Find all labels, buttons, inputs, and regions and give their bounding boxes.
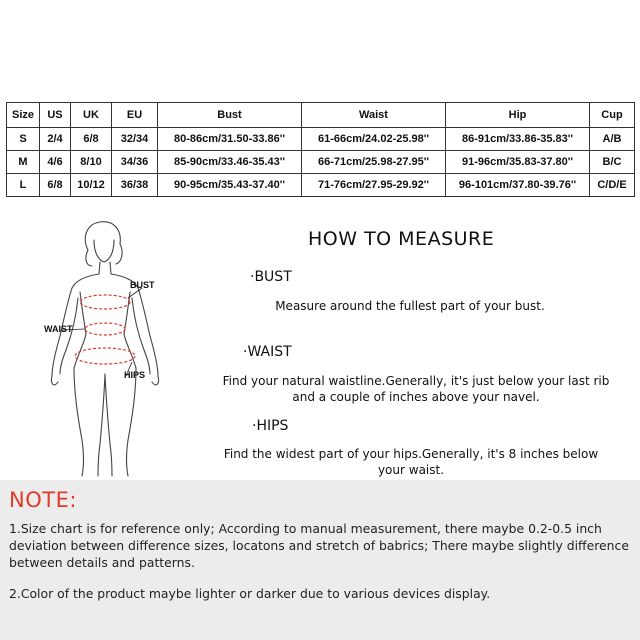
table-cell: 4/6	[40, 151, 71, 174]
hips-heading: ·HIPS	[252, 418, 289, 434]
table-row	[7, 128, 635, 151]
hips-description-line2: your waist.	[377, 463, 445, 477]
header-uk: UK	[71, 103, 112, 128]
note-title: NOTE:	[9, 488, 77, 512]
table-cell: S	[7, 128, 40, 151]
table-cell: 85-90cm/33.46-35.43''	[158, 151, 302, 174]
header-cup: Cup	[590, 103, 635, 128]
bust-heading: ·BUST	[250, 269, 292, 285]
size-chart-table	[6, 102, 635, 197]
table-cell: A/B	[590, 128, 635, 151]
table-cell: B/C	[590, 151, 635, 174]
header-bust: Bust	[158, 103, 302, 128]
table-cell: 90-95cm/35.43-37.40''	[158, 174, 302, 197]
table-cell: C/D/E	[590, 174, 635, 197]
waist-description-line2: and a couple of inches above your navel.	[292, 390, 540, 404]
table-cell: 6/8	[71, 128, 112, 151]
table-row	[7, 174, 635, 197]
table-row	[7, 151, 635, 174]
table-cell: 91-96cm/35.83-37.80''	[446, 151, 590, 174]
table-cell: 71-76cm/27.95-29.92''	[302, 174, 446, 197]
table-header-row	[7, 103, 635, 128]
waist-description-line1: Find your natural waistline.Generally, it's just below your last rib	[222, 374, 610, 388]
hips-description-line1: Find the widest part of your hips.Generally, it's 8 inches below	[223, 447, 599, 461]
table-cell: 96-101cm/37.80-39.76''	[446, 174, 590, 197]
hips-label: HIPS	[124, 370, 146, 380]
header-eu: EU	[112, 103, 158, 128]
table-cell: 80-86cm/31.50-33.86''	[158, 128, 302, 151]
table-cell: 8/10	[71, 151, 112, 174]
header-waist: Waist	[302, 103, 446, 128]
header-us: US	[40, 103, 71, 128]
note-item-2: 2.Color of the product maybe lighter or darker due to various devices display.	[9, 586, 491, 601]
how-to-measure-title: HOW TO MEASURE	[308, 228, 495, 250]
waist-label: WAIST	[44, 324, 73, 334]
table-cell: L	[7, 174, 40, 197]
table-cell: 34/36	[112, 151, 158, 174]
header-hip: Hip	[446, 103, 590, 128]
header-size: Size	[7, 103, 40, 128]
note-item-1-line2: deviation between difference sizes, locatons and stretch of babrics; There maybe slightly difference	[9, 538, 629, 553]
table-cell: 2/4	[40, 128, 71, 151]
table-cell: M	[7, 151, 40, 174]
note-item-1-line3: between details and patterns.	[9, 555, 195, 570]
body-outline-icon	[30, 218, 190, 480]
table-cell: 32/34	[112, 128, 158, 151]
bust-label: BUST	[130, 280, 155, 290]
table-cell: 61-66cm/24.02-25.98''	[302, 128, 446, 151]
table-cell: 66-71cm/25.98-27.95''	[302, 151, 446, 174]
body-figure	[30, 218, 190, 480]
bust-description: Measure around the fullest part of your bust.	[275, 299, 545, 313]
waist-heading: ·WAIST	[243, 344, 292, 360]
table-cell: 86-91cm/33.86-35.83''	[446, 128, 590, 151]
table-cell: 36/38	[112, 174, 158, 197]
note-item-1-line1: 1.Size chart is for reference only; According to manual measurement, there maybe 0.2-0.5 inch	[9, 521, 602, 536]
table-cell: 10/12	[71, 174, 112, 197]
table-cell: 6/8	[40, 174, 71, 197]
